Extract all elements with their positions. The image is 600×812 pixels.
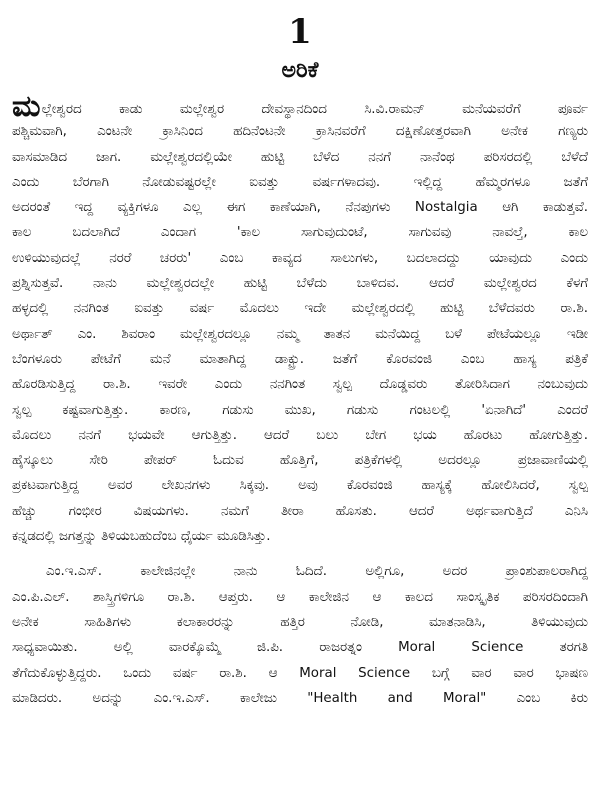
text-line: ಕನ್ನಡದಲ್ಲಿ ಜಗತ್ತನ್ನು ತಿಳಿಯಬಹುದೆಂಬ ಧೈರ್ಯ ಮೂಡಿಸಿತ್ತು.	[12, 529, 271, 545]
book-page	[12, 0, 588, 812]
text-line: ಹೈಸ್ಕೂಲು ಸೇರಿ ಪೇಪರ್ ಓದುವ ಹೊತ್ತಿಗೆ, ಪತ್ರಿಕೆಗಳಲ್ಲಿ ಅದರಲ್ಲೂ ಪ್ರಜಾವಾಣಿಯಲ್ಲಿ	[12, 453, 588, 469]
text-line: ಮಾಡಿದರು. ಅದನ್ನು ಎಂ.ಇ.ಎಸ್. ಕಾಲೇಜು "Health and Moral" ಎಂಬ ಕಿರು	[12, 690, 588, 706]
paragraph-2	[12, 559, 588, 711]
text-line: ಹಳ್ಳದಲ್ಲಿ ನನಗಿಂತ ಐವತ್ತು ವರ್ಷ ಮೊದಲು ಇದೇ ಮಲ್ಲೇಶ್ವರದಲ್ಲಿ ಹುಟ್ಟಿ ಬೆಳೆದವರು ರಾ.ಶಿ.	[12, 301, 588, 317]
drop-cap: ಮ	[12, 94, 41, 120]
text-line: ಎಂ.ಇ.ಎಸ್. ಕಾಲೇಜಿನಲ್ಲೇ ನಾನು ಓದಿದೆ. ಅಲ್ಲಿಗೂ, ಅದರ ಪ್ರಾಂಶುಪಾಲರಾಗಿದ್ದ	[46, 564, 588, 580]
text-line: ಮಲ್ಲೇಶ್ವರದ ಕಾಡು ಮಲ್ಲೇಶ್ವರ ದೇವಸ್ಥಾನದಿಂದ ಸಿ.ವಿ.ರಾಮನ್ ಮನೆಯವರೆಗೆ ಪೂರ್ವ	[12, 94, 588, 119]
text-line: ಸಾಧ್ಯವಾಯಿತು. ಅಲ್ಲಿ ವಾರಕ್ಕೊಮ್ಮೆ ಜಿ.ಪಿ. ರಾಜರತ್ನಂ Moral Science ತರಗತಿ	[12, 640, 588, 656]
paragraph-gap	[12, 549, 588, 559]
text-line: ಹೊರಡಿಸುತ್ತಿದ್ದ ರಾ.ಶಿ. ಇವರೇ ಎಂದು ನನಗಿಂತ ಸ್ವಲ್ಪ ದೊಡ್ಡವರು ತೋರಿಸಿದಾಗ ನಂಬುವುದು	[12, 377, 588, 393]
text-line: ಎಂದು ಬೆರಗಾಗಿ ನೋಡುವಷ್ಟರಲ್ಲೇ ಐವತ್ತು ವರ್ಷಗಳಾದವು. ಇಲ್ಲಿದ್ದ ಹೆಮ್ಮರಗಳೂ ಜತೆಗೆ	[12, 174, 588, 190]
text-line: ಬೆಂಗಳೂರು ಪೇಟೆಗೆ ಮನೆ ಮಾತಾಗಿದ್ದ ಡಾಕ್ಟ್ರು. ಜತೆಗೆ ಕೊರವಂಜಿ ಎಂಬ ಹಾಸ್ಯ ಪತ್ರಿಕೆ	[12, 351, 588, 367]
text-line: ತೆಗೆದುಕೊಳ್ಳುತ್ತಿದ್ದರು. ಒಂದು ವರ್ಷ ರಾ.ಶಿ. ಆ Moral Science ಬಗ್ಗೆ ವಾರ ವಾರ ಭಾಷಣ	[12, 665, 588, 681]
chapter-number: 1	[288, 12, 312, 52]
text-line: ಅದರಂತೆ ಇದ್ದ ವ್ಯಕ್ತಿಗಳೂ ಎಲ್ಲ ಈಗ ಕಾಣೆಯಾಗಿ, ನೆನಪುಗಳು Nostalgia ಆಗಿ ಕಾಡುತ್ತವೆ.	[12, 200, 588, 216]
chapter-title: ಅರಿಕೆ	[281, 58, 319, 83]
text-line: ವಾಸಮಾಡಿದ ಜಾಗ. ಮಲ್ಲೇಶ್ವರದಲ್ಲಿಯೇ ಹುಟ್ಟಿ ಬೆಳೆದ ನನಗೆ ನಾನೆಂಥ ಪರಿಸರದಲ್ಲಿ ಬೆಳೆದೆ	[12, 149, 588, 165]
paragraph-1	[12, 94, 588, 549]
text-line: ಹೆಚ್ಚು ಗಂಭೀರ ವಿಷಯಗಳು. ನಮಗೆ ತೀರಾ ಹೊಸತು. ಆದರೆ ಅರ್ಥವಾಗುತ್ತಿದೆ ಎನಿಸಿ	[12, 503, 588, 519]
text-line: ಅರ್ಥಾತ್ ಎಂ. ಶಿವರಾಂ ಮಲ್ಲೇಶ್ವರದಲ್ಲೂ ನಮ್ಮ ತಾತನ ಮನೆಯಿದ್ದ ಬಳೆ ಪೇಟೆಯಲ್ಲೂ ಇಡೀ	[12, 326, 588, 342]
text-line: ಸ್ವಲ್ಪ ಕಷ್ಟವಾಗುತ್ತಿತ್ತು. ಕಾರಣ, ಗಡುಸು ಮುಖ, ಗಡುಸು ಗಂಟಲಲ್ಲಿ 'ಏನಾಗಿದೆ' ಎಂದರೆ	[12, 402, 588, 418]
text-line: ಪ್ರಕಟವಾಗುತ್ತಿದ್ದ ಅವರ ಲೇಖನಗಳು ಸಿಕ್ಕವು. ಅವು ಕೊರವಂಜಿ ಹಾಸ್ಯಕ್ಕೆ ಹೋಲಿಸಿದರೆ, ಸ್ವಲ್ಪ	[12, 478, 588, 494]
text-line: ಉಳಿಯುವುದಲ್ಲೆ ನರರೆ ಚರರು' ಎಂಬ ಕಾವ್ಯದ ಸಾಲುಗಳು, ಬದಲಾದದ್ದು ಯಾವುದು ಎಂದು	[12, 250, 588, 266]
text-line: ಮೊದಲು ನನಗೆ ಭಯವೇ ಆಗುತ್ತಿತ್ತು. ಆದರೆ ಬಲು ಬೇಗ ಭಯ ಹೊರಟು ಹೋಗುತ್ತಿತ್ತು.	[12, 427, 588, 443]
text-line: ಎಂ.ಪಿ.ಎಲ್. ಶಾಸ್ತ್ರಿಗಳಿಗೂ ರಾ.ಶಿ. ಆಪ್ತರು. ಆ ಕಾಲೇಜಿನ ಆ ಕಾಲದ ಸಾಂಸ್ಕೃತಿಕ ಪರಿಸರದಿಂದಾಗಿ	[12, 589, 588, 605]
text-line: ಕಾಲ ಬದಲಾಗಿದೆ ಎಂದಾಗ 'ಕಾಲ ಸಾಗುವುದುಂಟೆ, ಸಾಗುವವು ನಾವಲ್ತೆ, ಕಾಲ	[12, 225, 588, 241]
text-line: ಪಶ್ಚಿಮವಾಗಿ, ಎಂಟನೇ ಕ್ರಾಸಿನಿಂದ ಹದಿನೆಂಟನೇ ಕ್ರಾಸಿನವರೆಗೆ ದಕ್ಷಿಣೋತ್ತರವಾಗಿ ಅನೇಕ ಗಣ್ಯರು	[12, 124, 588, 140]
text-line: ಪ್ರಶ್ನಿಸುತ್ತವೆ. ನಾನು ಮಲ್ಲೇಶ್ವರದಲ್ಲೇ ಹುಟ್ಟಿ ಬೆಳೆದು ಬಾಳಿದವ. ಆದರೆ ಮಲ್ಲೇಶ್ವರದ ಕೆಳಗೆ	[12, 276, 588, 292]
text-line: ಅನೇಕ ಸಾಹಿತಿಗಳು ಕಲಾಕಾರರನ್ನು ಹತ್ತಿರ ನೋಡಿ, ಮಾತನಾಡಿಸಿ, ತಿಳಿಯುವುದು	[12, 614, 588, 630]
